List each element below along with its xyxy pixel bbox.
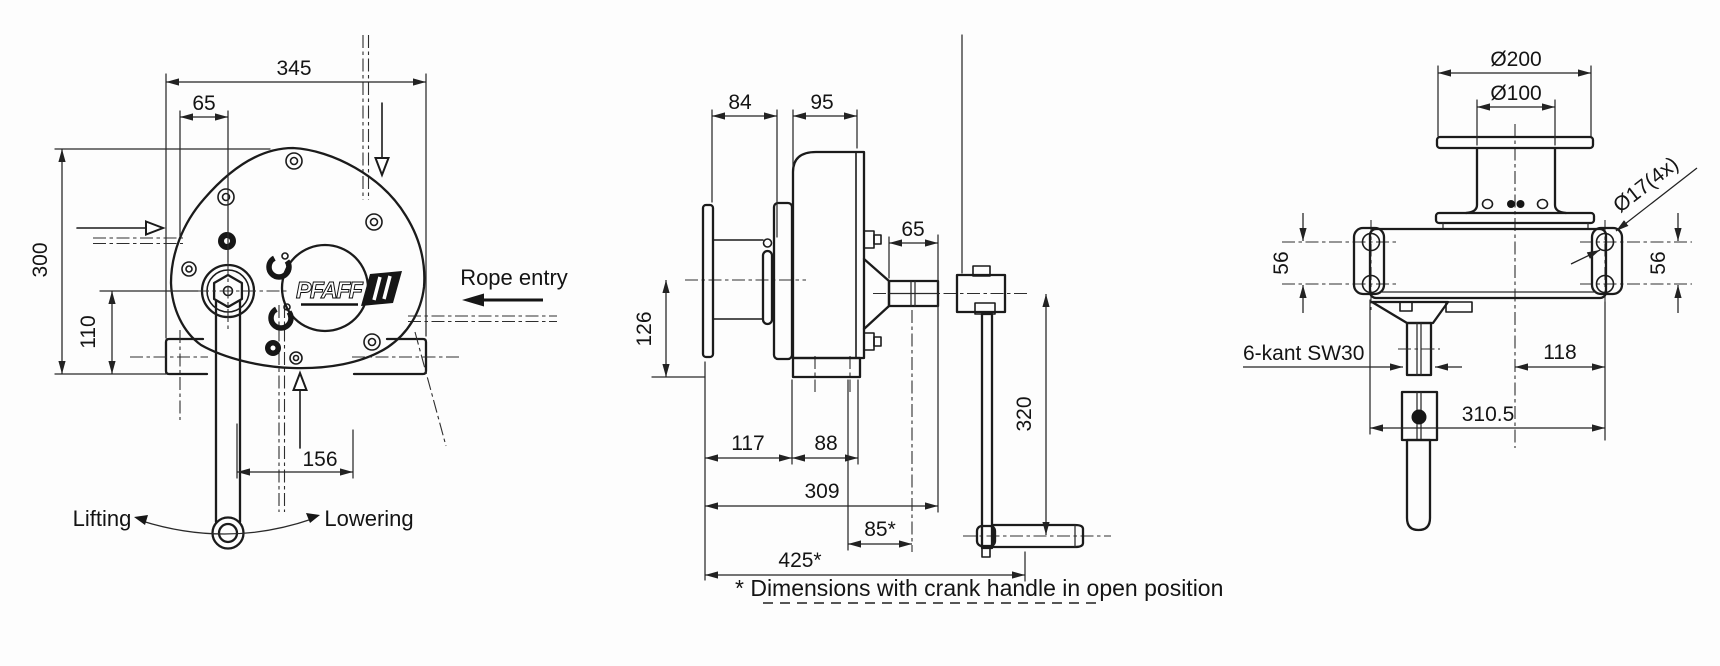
housing-body xyxy=(1370,229,1606,298)
rope-direction-arrow-down xyxy=(376,103,389,175)
svg-text:320: 320 xyxy=(1013,396,1036,432)
svg-text:Ø17(4x): Ø17(4x) xyxy=(1609,152,1683,218)
rope-direction-arrow-up xyxy=(294,373,307,448)
svg-text:Ø200: Ø200 xyxy=(1490,48,1542,71)
crank-handle xyxy=(213,301,244,549)
svg-text:6-kant SW30: 6-kant SW30 xyxy=(1243,342,1365,365)
crank-grip-folded xyxy=(1407,440,1430,530)
svg-text:Ø100: Ø100 xyxy=(1490,82,1542,105)
rope-direction-arrow-left xyxy=(77,222,163,235)
clamp-bolt-bottom xyxy=(864,333,874,350)
svg-text:95: 95 xyxy=(810,91,834,114)
gear-housing-top xyxy=(1354,228,1622,298)
svg-text:65: 65 xyxy=(192,92,216,115)
gear-housing-side xyxy=(793,152,889,377)
svg-text:56: 56 xyxy=(1647,251,1670,275)
svg-text:309: 309 xyxy=(804,480,840,503)
dim-84 xyxy=(712,91,777,237)
svg-text:65: 65 xyxy=(901,218,925,241)
cover-bolts xyxy=(182,153,382,364)
dim-309 xyxy=(705,480,938,506)
pfaff-logo xyxy=(282,245,402,331)
dim-156 xyxy=(237,424,353,478)
rope-centerline-right xyxy=(408,316,557,322)
svg-text:88: 88 xyxy=(814,432,838,455)
clamp-bolt-top xyxy=(864,231,874,248)
rope-drum-side xyxy=(703,203,792,359)
svg-text:300: 300 xyxy=(29,242,52,278)
svg-text:118: 118 xyxy=(1543,341,1577,364)
shaft-boss-top xyxy=(1372,302,1448,323)
dim-hex-sw30 xyxy=(1243,342,1462,367)
lowering-label: Lowering xyxy=(324,506,414,531)
rope-centerline-left xyxy=(93,238,183,244)
svg-text:345: 345 xyxy=(276,57,312,80)
lifting-label: Lifting xyxy=(72,506,132,531)
dim-56-right xyxy=(1647,213,1678,313)
svg-text:56: 56 xyxy=(1270,251,1293,275)
winch-body-outline xyxy=(171,148,424,368)
side-view-drawing xyxy=(633,35,1111,581)
rope-entry-label: Rope entry xyxy=(460,265,568,290)
svg-text:425*: 425* xyxy=(778,549,822,572)
dim-300 xyxy=(29,149,270,374)
hex-shaft-side xyxy=(889,281,938,306)
dim-126 xyxy=(633,280,705,377)
rope-guide-pin xyxy=(763,251,772,324)
rope-centerline-bottom xyxy=(279,305,285,512)
retaining-clip xyxy=(269,257,289,277)
svg-text:117: 117 xyxy=(731,432,765,455)
crank-pivot-pin xyxy=(1412,410,1427,425)
foot-slot-axis-right xyxy=(415,332,446,446)
shaft-and-crank-top xyxy=(1372,302,1472,530)
brand-name: PFAFF xyxy=(296,277,362,303)
svg-text:310.5: 310.5 xyxy=(1461,403,1515,426)
front-view-drawing xyxy=(29,35,568,549)
svg-text:110: 110 xyxy=(77,315,100,349)
footnote xyxy=(735,575,1223,603)
rope-entry-arrow xyxy=(462,294,543,307)
svg-text:85*: 85* xyxy=(864,518,896,541)
dim-118 xyxy=(1515,302,1605,440)
footnote-text: * Dimensions with crank handle in open position xyxy=(735,575,1224,601)
dim-d17-callout xyxy=(1571,152,1697,264)
dim-320 xyxy=(1013,294,1046,535)
dim-117 xyxy=(705,362,792,580)
top-view-drawing xyxy=(1243,48,1697,530)
crank-arm xyxy=(982,314,992,548)
svg-text:126: 126 xyxy=(633,311,656,347)
dim-56-left xyxy=(1270,213,1303,313)
dim-65-side xyxy=(889,218,938,512)
dim-d100 xyxy=(1477,82,1555,145)
svg-text:84: 84 xyxy=(728,91,752,114)
svg-text:156: 156 xyxy=(302,448,338,471)
